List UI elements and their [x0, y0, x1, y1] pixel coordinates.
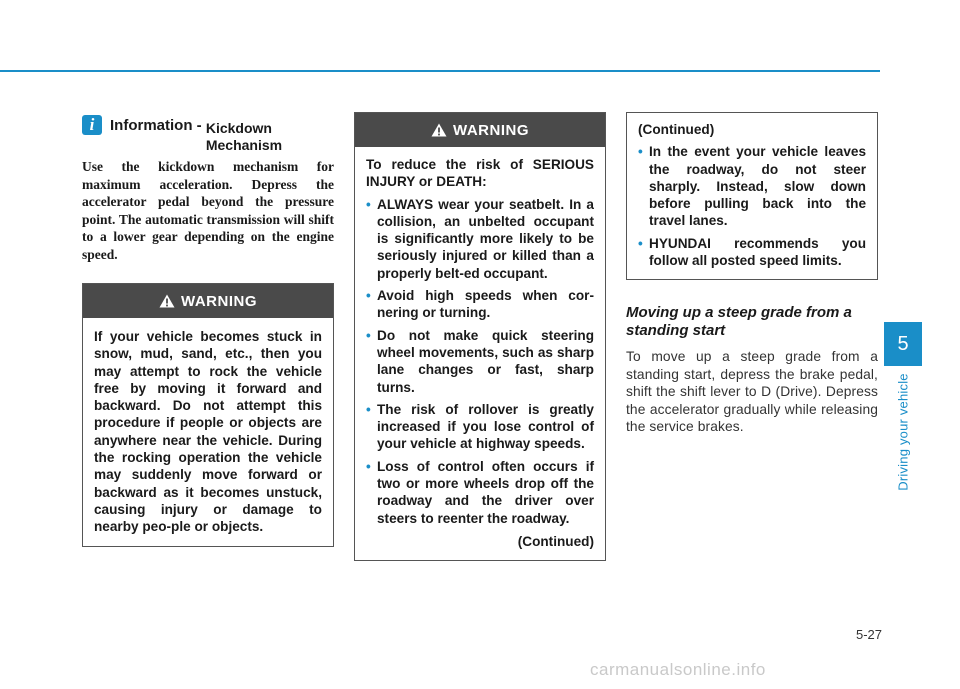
warning-body: [627, 113, 877, 279]
warning-triangle-icon: [159, 294, 175, 308]
bullet-icon: •: [366, 196, 371, 212]
warning-bullet-list: [638, 143, 866, 269]
chapter-title: Driving your vehicle: [895, 373, 911, 491]
warning-title: WARNING: [181, 292, 257, 310]
middle-column: [354, 112, 606, 561]
warning-bullet-list: [366, 196, 594, 527]
chapter-number-tab: 5: [884, 322, 922, 366]
list-item: • Do not make quick steering wheel movements, such as sharp lane changes or fast, sharp turns.: [366, 327, 594, 395]
page-number: 5-27: [855, 627, 882, 642]
warning-box-continued: [626, 112, 878, 280]
bullet-icon: •: [366, 288, 371, 304]
right-column: [626, 112, 878, 436]
continued-label: (Continued): [638, 122, 715, 137]
information-topic: Kickdown Mechanism: [205, 120, 283, 153]
bullet-icon: •: [366, 401, 371, 417]
warning-header: [83, 284, 333, 318]
warning-intro: To reduce the risk of SERIOUS INJURY or DEATH:: [366, 157, 594, 190]
warning-header: [355, 113, 605, 147]
warning-title: WARNING: [453, 121, 529, 139]
list-item: • ALWAYS wear your seatbelt. In a collision, an unbelted occupant is significantly more likely to be seriously injured or killed than a properly belt-ed occupant.: [366, 196, 594, 281]
warning-text: If your vehicle becomes stuck in snow, mud, sand, etc., then you may attempt to rock the vehicle free by moving it forward and backward. Do not attempt this procedure if people or objects are anywhere near the vehicle. During the rocking operation the vehicle may suddenly move forward or backward as it becomes unstuck, causing injury or damage to nearby peo-ple or objects.: [94, 329, 322, 535]
section-body: To move up a steep grade from a standing start, depress the brake pedal, shift the shift lever to D (Drive). Depress the accelerator gradually while releasing the service brakes.: [626, 349, 878, 435]
left-column: [82, 112, 334, 547]
section-heading: Moving up a steep grade from a standing start: [626, 304, 852, 340]
continued-label: (Continued): [517, 533, 594, 549]
warning-body: [355, 147, 605, 560]
warning-box-safety: [354, 112, 606, 561]
list-item: • The risk of rollover is greatly increased if you lose control of your vehicle at highway speeds.: [366, 401, 594, 452]
warning-body: [83, 318, 333, 546]
information-label: Information -: [110, 117, 206, 134]
bullet-icon: •: [366, 458, 371, 474]
header-rule: [0, 70, 880, 72]
information-heading: [82, 112, 334, 156]
warning-box-rocking: [82, 283, 334, 547]
list-item: • Avoid high speeds when cor-nering or turning.: [366, 288, 594, 321]
bullet-icon: •: [638, 144, 643, 160]
bullet-icon: •: [366, 327, 371, 343]
bullet-icon: •: [638, 235, 643, 251]
warning-triangle-icon: [431, 123, 447, 137]
info-icon: i: [82, 115, 102, 135]
list-item: • HYUNDAI recommends you follow all posted speed limits.: [638, 235, 866, 269]
watermark: carmanualsonline.info: [590, 660, 766, 679]
list-item: • In the event your vehicle leaves the roadway, do not steer sharply. Instead, slow down before pulling back into the travel lanes.: [638, 144, 866, 229]
list-item: • Loss of control often occurs if two or more wheels drop off the roadway and the driver over steers to reenter the roadway.: [366, 458, 594, 526]
information-body: Use the kickdown mechanism for maximum acceleration. Depress the accelerator pedal beyond the pressure point. The automatic transmission will shift to a lower gear depending on the engine speed.: [82, 159, 334, 262]
